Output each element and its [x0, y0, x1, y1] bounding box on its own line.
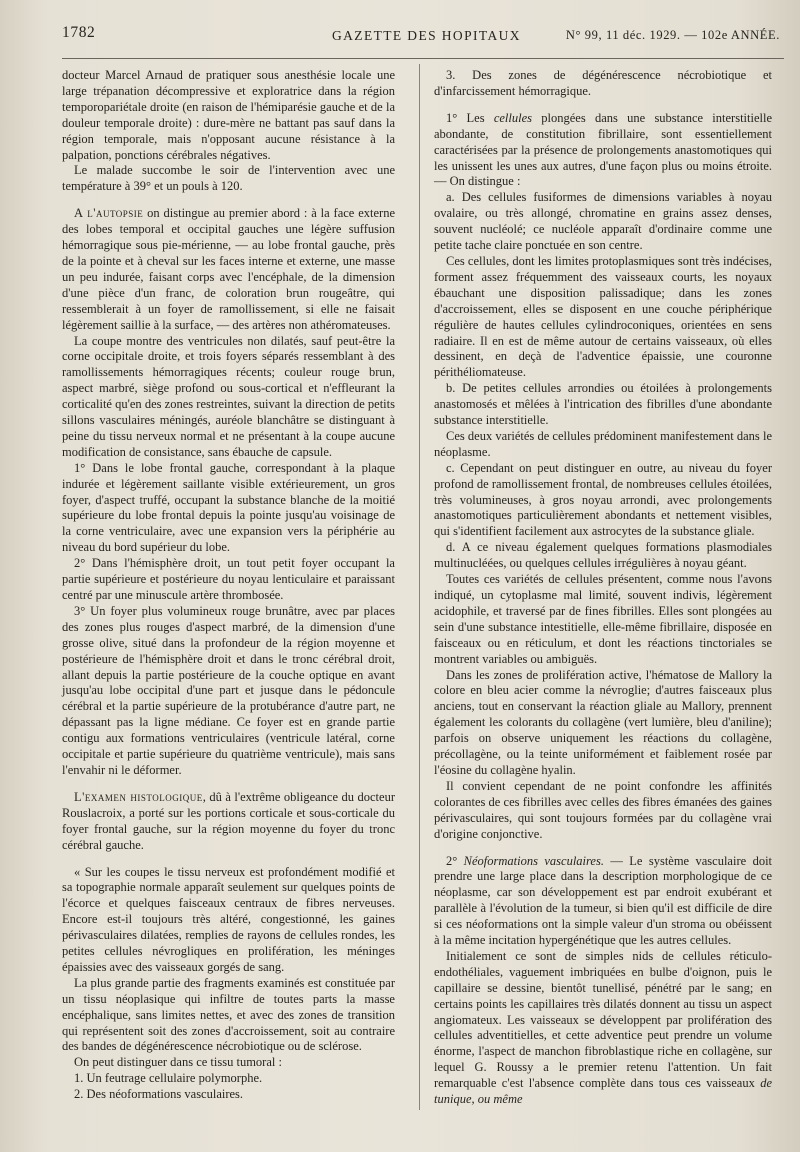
autopsie-lead: A l'autopsie — [74, 206, 144, 221]
paragraph: On peut distinguer dans ce tissu tumoral : — [74, 1055, 282, 1070]
paragraph: La plus grande partie des fragments examinés est constituée par un tissu néoplasique qui infiltre de toutes parts la masse encéphalique, sans limites nettes, et avec des zones de transition qui représentent soit des zones d'accroissement, soit au contraire des bandes de dégénérescence nécrobiotique ou de sclérose. — [62, 975, 395, 1054]
header-rule — [62, 58, 784, 59]
paragraph: a. Des cellules fusiformes de dimensions variables à noyau ovalaire, ou très allongé, chromatine en grains assez denses, souvent nucléolé; ce nucléole apparaît d'ordinaire comme une petite tache claire ponctuée en son centre. — [434, 190, 772, 253]
paragraph: « Sur les coupes le tissu nerveux est profondément modifié et sa topographie normale apparaît seulement sur quelques points de l'écorce et quelques faisceaux centraux de fibres nerveuses. Encore est-il toujours très altéré, congestionné, les gaines périvasculaires dilatées, remplies de rayons de cellules rondes, les petites cellules névrogliques en prolifération, les méninges épaissies avec des vaisseaux gorgés de sang. — [62, 864, 395, 974]
section-term: cellules — [493, 110, 533, 125]
examen-lead: L'examen histologique — [74, 789, 203, 804]
page-number: 1782 — [62, 24, 96, 41]
paragraph-autopsie — [62, 206, 395, 333]
column-divider — [419, 64, 420, 1110]
right-column — [434, 68, 772, 1108]
paragraph: 2° Dans l'hémisphère droit, un tout petit foyer occupant la partie supérieure et postérieure du noyau lenticulaire et paraissant centré par une minuscule artère thrombosée. — [62, 556, 395, 602]
section-text: — Le système vasculaire doit prendre une large place dans la description morphologique de ce néoplasme, car son développement est par endroit exubérant et parallèle à l'évolution de la tumeur, si bien qu'il est difficile de dire si ces néoformations ont la simple valeur d'un stroma ou obéissent à la même incitation hypergénétique que les autres cellules. — [434, 853, 773, 948]
section-term: Néoformations vasculaires. — [463, 853, 604, 868]
paragraph: Toutes ces variétés de cellules présentent, comme nous l'avons indiqué, un cytoplasme mal limité, souvent indivis, légèrement acidophile, et traversé par de fines fibrilles. Elles sont plongées au sein d'une substance intestitielle, elle-même fibrillaire, disposée en faisceaux ou en réticulum, et dont les réactions tinctoriales se montrent variables ou ambiguës. — [434, 572, 772, 666]
paragraph: 3° Un foyer plus volumineux rouge brunâtre, avec par places des zones plus rouges d'aspect marbré, de la dimension d'une grosse olive, situé dans la profondeur de la région moyenne et postérieure de l'hémisphère droit et dans le tronc cérébral droit, allant depuis la partie postérieure de la couche optique en avant jusqu'au lobe occipital d'une part et jusque dans le pédoncule cérébral et la partie supérieure de la protubérance d'autre part, ne dépassant pas la ligne médiane. Ce foyer est en grande partie contigu aux formations ventriculaires (ventricule latéral, corne occipitale et partie supérieure du quatrième ventricule), mais sans l'envahir ni le déformer. — [62, 603, 395, 777]
paragraph: La coupe montre des ventricules non dilatés, sauf peut-être la corne occipitale droite, et trois foyers séparés ressemblant à des ramollissements hémorragiques récents; couleur rouge brun, aspect marbré, siège profond ou sous-cortical et n'effleurant la corticalité qu'en des zones restreintes, suivant la direction de petits sillons vasculaires méningés, auréole blanchâtre se distinguant à peine du tissu nerveux normal et ne présentant à la coupe aucune modification de consistance, sans ébauche de capsule. — [62, 333, 395, 459]
journal-title: GAZETTE DES HOPITAUX — [332, 28, 521, 43]
examen-text: , dû à l'extrême obligeance du docteur Rouslacroix, a porté sur les portions corticale et sous-corticale du foyer frontal gauche, sur la région moyenne du foyer du tronc cérébral gauche. — [62, 789, 395, 852]
paragraph-italic-tail: de tunique, ou même — [434, 1076, 772, 1107]
section-number: 2° — [446, 853, 464, 868]
paragraph-cellules — [434, 111, 772, 191]
paragraph: d. A ce niveau également quelques formations plasmodiales multinucléées, ou quelques cellules irrégulières à noyau géant. — [434, 540, 772, 571]
autopsie-text: on distingue au premier abord : à la face externe des lobes temporal et occipital gauches une légère suffusion hémorragique sous pie-mérienne, — au lobe frontal gauche, près de la pointe et à cheval sur les faces interne et externe, une masse un peu indurée, faisant corps avec l'encéphale, de la dimension d'une pièce d'un franc, de coloration brun rougeâtre, qui ressemblerait à un foyer de ramollissement, si elle ne faisait légèrement saillie à la surface, — des artères non athéromateuses. — [62, 206, 395, 332]
paragraph: 3. Des zones de dégénérescence nécrobiotique et d'infarcissement hémorragique. — [434, 68, 772, 98]
running-header — [62, 24, 782, 50]
paragraph: Il convient cependant de ne point confondre les affinités colorantes de ces fibrilles avec celles des fibres émanées des gaines périvasculaires, qui sont toujours formées par du collagène vrai d'origine conjonctive. — [434, 778, 772, 841]
section-text: plongées dans une substance interstitielle abondante, de constitution fibrillaire, sont essentiellement caractérisées par la présence de prolongements anastomotiques qui les unissent les unes aux autres, d'une façon plus ou moins étroite. — On distingue : — [434, 110, 773, 189]
list-item: 1. Un feutrage cellulaire polymorphe. — [74, 1071, 263, 1086]
paragraph: Ces deux variétés de cellules prédominent manifestement dans le néoplasme. — [434, 428, 772, 459]
issue-line: N° 99, 11 déc. 1929. — 102e ANNÉE. — [565, 28, 780, 42]
paragraph-text: Initialement ce sont de simples nids de cellules réticulo-endothéliales, vaguement imbriquées en bulbe d'oignon, puis le capillaire se dessine, bientôt tunellisé, pénétré par le sang; en certains points les capillaires très dilatés donnent au tissu un aspect angiomateux. Les vaisseaux se développent par prolifération des cellules adventitielles, et cette adventice peut prendre un volume énorme, l'aspect de manchon fibroblastique riche en collagène, sur lequel G. Roussy a le premier retenu l'attention. Un fait remarquable c'est l'absence complète dans tous ces vaisseaux — [434, 948, 772, 1091]
paragraph: 1° Dans le lobe frontal gauche, correspondant à la plaque indurée et légèrement saillante visible extérieurement, un gros foyer, d'aspect truffé, occupant la substance blanche de la moitié supérieure du lobe frontal depuis la pointe jusqu'au voisinage de la corne ventriculaire, avec une expansion vers la périphérie au niveau du bord supérieur du lobe. — [62, 460, 395, 555]
paragraph: Le malade succombe le soir de l'intervention avec une température à 39° et un pouls à 120. — [62, 163, 395, 194]
paragraph-vaisseaux — [434, 949, 772, 1108]
paragraph: Dans les zones de prolifération active, l'hématose de Mallory la colore en bleu acier comme la névroglie; d'autres faisceaux plus anciens, tout en conservant la réaction gliale au Mallory, prennent également les colorants du collagène (vert lumière, bleu d'aniline); parfois on observe uniquement les réactions du collagène, précollagène, ou la teinte uniformément et faiblement rosée par l'éosine du collagène hyalin. — [434, 667, 772, 777]
paragraph: c. Cependant on peut distinguer en outre, au niveau du foyer profond de ramollissement frontal, de nombreuses cellules étoilées, très volumineuses, à gros noyau arrondi, avec prolongements anastomotiques particulièrement abondants et nettement visibles, qui s'identifient facilement aux astrocytes de la substance gliale. — [434, 460, 772, 539]
paragraph-examen — [62, 790, 395, 854]
section-number: 1° Les — [446, 110, 494, 125]
paragraph: b. De petites cellules arrondies ou étoilées à prolongements anastomosés et mêlées à l'intrication des fibrilles d'une abondante substance interstitielle. — [434, 381, 772, 428]
tumor-list — [62, 1071, 395, 1103]
paragraph: Ces cellules, dont les limites protoplasmiques sont très indécises, forment assez fréquemment des vaisseaux courts, les noyaux ébauchant une disposition palissadique; dans les zones d'accroissement, elles se disposent en une couche périphérique régulière de hautes cellules cylindroconiques, orientées en sens radiaire. Il en est de même autour de certains vaisseaux, où elles dessinent, en deçà de l'adventice épaissie, une couronne périthéliomateuse. — [434, 253, 772, 380]
list-item: 2. Des néoformations vasculaires. — [74, 1087, 244, 1102]
paragraph: docteur Marcel Arnaud de pratiquer sous anesthésie locale une large trépanation décompressive et exploratrice dans la région temporopariétale droite (en raison de l'hémiparésie gauche et de la douleur temporale droite) : dure-mère ne battant pas sauf dans la région temporale, mais n'opposant aucune résistance à la palpation, ponctions cérébrales négatives. — [62, 68, 395, 162]
left-column — [62, 68, 395, 1103]
paragraph-neoformations — [434, 854, 772, 949]
